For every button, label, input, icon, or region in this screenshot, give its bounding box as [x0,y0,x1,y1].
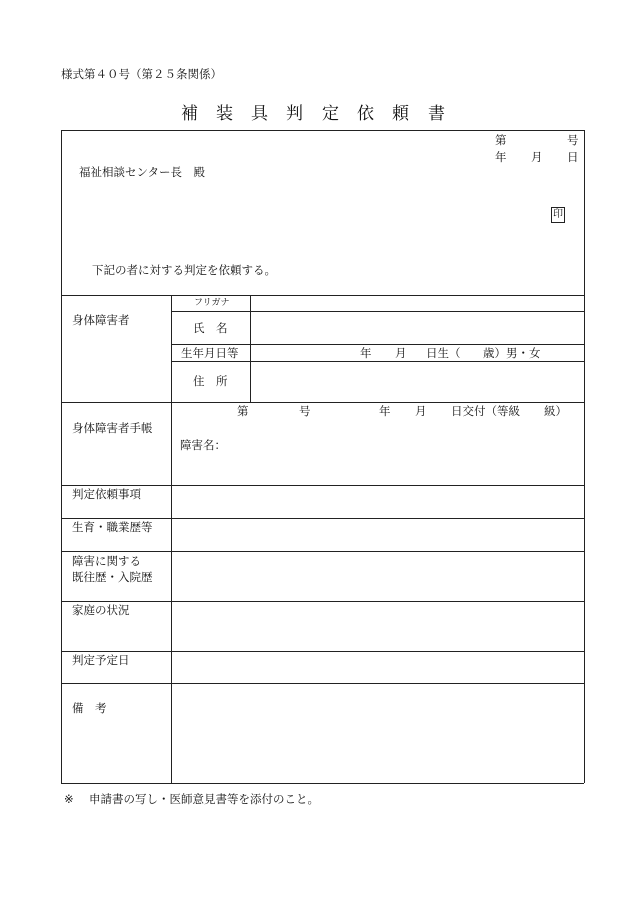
date-year: 年 [495,150,507,164]
handbook-grade: 級） [544,404,567,418]
number-suffix: 号 [567,133,579,147]
form-number: 様式第４０号（第２５条関係） [61,67,222,81]
remarks-label: 備 考 [72,701,107,715]
request-text: 下記の者に対する判定を依頼する。 [92,263,276,277]
seal-mark: 印 [551,207,565,223]
footnote-mark: ※ [64,792,74,806]
medical-history-label-2: 既往歴・入院歴 [72,570,153,584]
title-char: 補 [181,104,198,124]
handbook-section-label: 身体障害者手帳 [72,421,153,435]
title-char: 具 [251,104,268,124]
scheduled-date-label: 判定予定日 [72,653,130,667]
title-char: 頼 [392,104,409,124]
handbook-issue: 日交付（等級 [451,404,520,418]
addressee: 福祉相談センター長 殿 [79,165,206,179]
title-char: 書 [428,104,445,124]
request-items-label: 判定依頼事項 [72,487,141,501]
person-section-label: 身体障害者 [72,313,130,327]
handbook-number-suffix: 号 [299,404,311,418]
dob-age-sex: 歳）男・女 [483,346,541,360]
date-month: 月 [531,150,543,164]
handbook-year: 年 [379,404,391,418]
family-label: 家庭の状況 [72,603,130,617]
dob-day: 日生（ [426,346,461,360]
furigana-label: フリガナ [194,298,230,308]
handbook-month: 月 [415,404,427,418]
dob-year: 年 [360,346,372,360]
disability-name-label: 障害名： [180,438,226,452]
title-char: 依 [357,104,374,124]
handbook-number-prefix: 第 [237,404,249,418]
name-label: 氏 名 [193,321,228,335]
dob-month: 月 [395,346,407,360]
history-label: 生育・職業歴等 [72,520,153,534]
footnote-text: 申請書の写し・医師意見書等を添付のこと。 [89,792,319,806]
number-prefix: 第 [495,133,507,147]
date-day: 日 [567,150,579,164]
title-char: 判 [286,104,303,124]
title-char: 定 [322,104,339,124]
dob-label: 生年月日等 [181,346,239,360]
address-label: 住 所 [193,374,228,388]
medical-history-label-1: 障害に関する [72,554,141,568]
title-char: 装 [216,104,233,124]
